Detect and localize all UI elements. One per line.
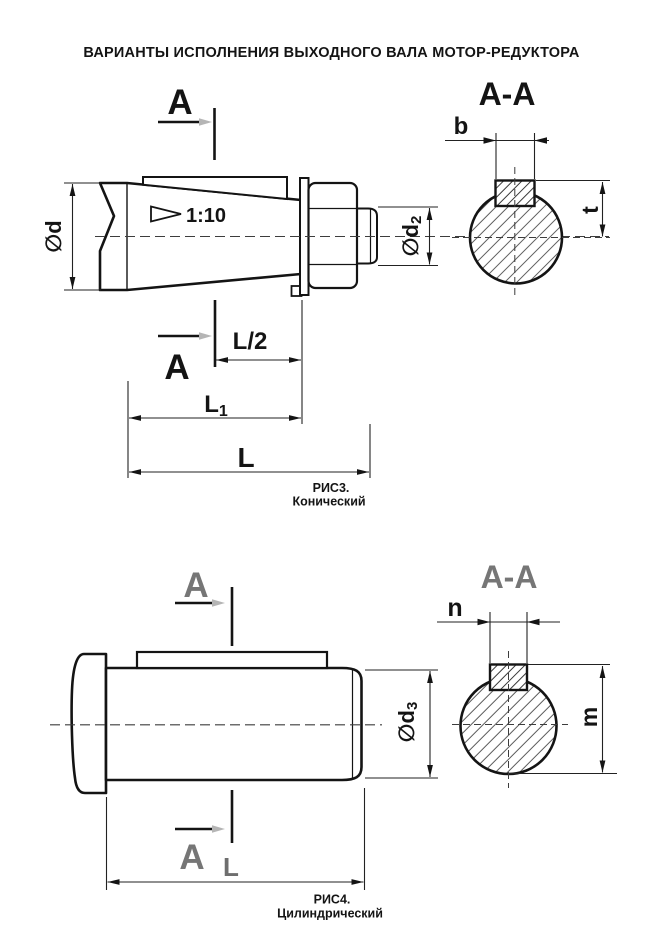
view-direction-arrow [212, 825, 225, 833]
section-view-title: А-А [480, 559, 538, 595]
shaft-flange [72, 654, 106, 793]
arrowhead [478, 619, 491, 625]
view-direction-arrow [199, 118, 212, 126]
dim-label-t: t [577, 206, 604, 214]
section-label-a-bottom: А [179, 838, 205, 877]
arrowhead [484, 137, 497, 144]
dim-label-l: L [237, 442, 255, 473]
taper-ratio-label: 1:10 [186, 205, 227, 227]
dim-label-n: n [447, 594, 463, 622]
fig4-caption-title: РИС4. [313, 892, 351, 907]
view-direction-arrow [199, 332, 212, 340]
dim-label-m: m [576, 706, 603, 728]
section-label-a-top: А [183, 566, 209, 605]
shaft-section-circle [461, 678, 557, 774]
page-title: ВАРИАНТЫ ИСПОЛНЕНИЯ ВЫХОДНОГО ВАЛА МОТОР-РЕДУКТОРА [83, 45, 580, 61]
dim-label-d2: $\emptyset d_2$ [397, 215, 425, 257]
fig4-section-view [437, 559, 617, 788]
dim-label-l: L [223, 852, 239, 882]
section-label-a-bottom: А [164, 348, 190, 387]
dim-label-d: ∅d [40, 220, 66, 253]
cylindrical-shaft-body [106, 668, 362, 780]
arrowhead [535, 137, 548, 144]
dim-label-l1: L1 [204, 391, 228, 420]
arrowhead [527, 619, 540, 625]
dim-label-b: b [453, 113, 469, 140]
fig3-conical-shaft-drawing [41, 83, 609, 509]
fig3-caption-title: РИС3. [312, 481, 350, 495]
fig3-caption-subtitle: Конический [292, 494, 366, 509]
hex-nut [309, 183, 358, 288]
key-side-view [137, 652, 327, 668]
fig4-cylindrical-shaft-drawing [50, 566, 438, 921]
fig4-caption-subtitle: Цилиндрический [277, 906, 383, 921]
dim-label-half-length: L/2 [232, 328, 268, 355]
dim-label-d3: $\emptyset d_3$ [393, 701, 421, 743]
section-label-a-top: А [167, 83, 193, 122]
fig3-section-view [445, 76, 610, 297]
view-direction-arrow [212, 599, 225, 607]
section-view-title: А-А [478, 76, 536, 112]
